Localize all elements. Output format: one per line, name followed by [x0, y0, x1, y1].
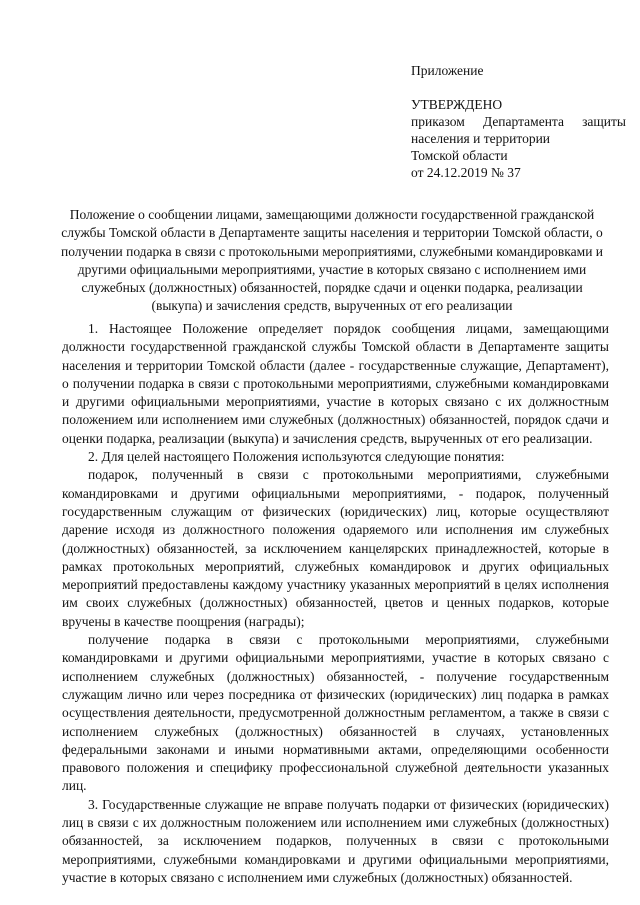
approval-block — [411, 62, 626, 181]
annex-label: Приложение — [411, 63, 484, 78]
document-body — [62, 320, 609, 887]
paragraph-2: 2. Для целей настоящего Положения используются следующие понятия: — [88, 449, 505, 465]
approved-label: УТВЕРЖДЕНО — [411, 97, 503, 112]
order-line-2: населения и территории — [411, 131, 551, 146]
paragraph-gift-definition: подарок, полученный в связи с протокольными мероприятиями, служебными командировками и другими официальными мероприятиями, - подарок, полученный государственным служащим от физических (юридических) лиц, которые осуществляют дарение исходя из должностного положения одаряемого или исполнения им служебных (должностных) обязанностей, за исключением канцелярских принадлежностей, которые в рамках протокольных мероприятий, служебных командировок и других официальных мероприятий предоставлены каждому участнику указанных мероприятий в целях исполнения им своих служебных (должностных) обязанностей, цветов и ценных подарков, которые вручены в качестве поощрения (награды); — [62, 467, 609, 629]
approval-spacer — [411, 79, 626, 96]
paragraph-1: 1. Настоящее Положение определяет порядок сообщения лицами, замещающими должности государственной гражданской службы Томской области в Департаменте защиты населения и территории Томской области (далее - государственные служащие, Департамент), о получении подарка в связи с протокольными мероприятиями, служебными командировками и другими официальными мероприятиями, участие в которых связано с их должностным положением или исполнением ими служебных (должностных) обязанностей, порядок сдачи и оценки подарка, реализации (выкупа) и зачисления средств, вырученных от его реализации. — [62, 321, 609, 446]
document-title: Положение о сообщении лицами, замещающими должности государственной гражданской службы Томской области в Департаменте защиты населения и территории Томской области, о получении подарка в связи с протокольными мероприятиями, служебными командировками и другими официальными мероприятиями, участие в которых связано с исполнением ими служебных (должностных) обязанностей, порядке сдачи и оценки подарка, реализации (выкупа) и зачисления средств, вырученных от его реализации — [60, 207, 604, 314]
order-line-1: приказом Департамента защиты — [411, 114, 626, 129]
paragraph-3: 3. Государственные служащие не вправе получать подарки от физических (юридических) лиц в связи с их должностным положением или исполнением ими служебных (должностных) обязанностей, за исключением подарков, полученных в связи с протокольными мероприятиями, служебными командировками и другими официальными мероприятиями, участие в которых связано с исполнением ими служебных (должностных) обязанностей. — [62, 796, 609, 885]
order-line-3: Томской области — [411, 148, 508, 163]
order-date: от 24.12.2019 № 37 — [411, 165, 521, 180]
paragraph-receipt-definition: получение подарка в связи с протокольными мероприятиями, служебными командировками и другими официальными мероприятиями, участие в которых связано с исполнением служебных (должностных) обязанностей, - получение государственным служащим лично или через посредника от физических (юридических) лиц подарка в рамках осуществления деятельности, предусмотренной должностным регламентом, а также в связи с исполнением служебных (должностных) обязанностей в случаях, установленных федеральными законами и иными нормативными актами, определяющими особенности правового положения и специфику профессиональной служебной деятельности указанных лиц. — [62, 632, 609, 794]
